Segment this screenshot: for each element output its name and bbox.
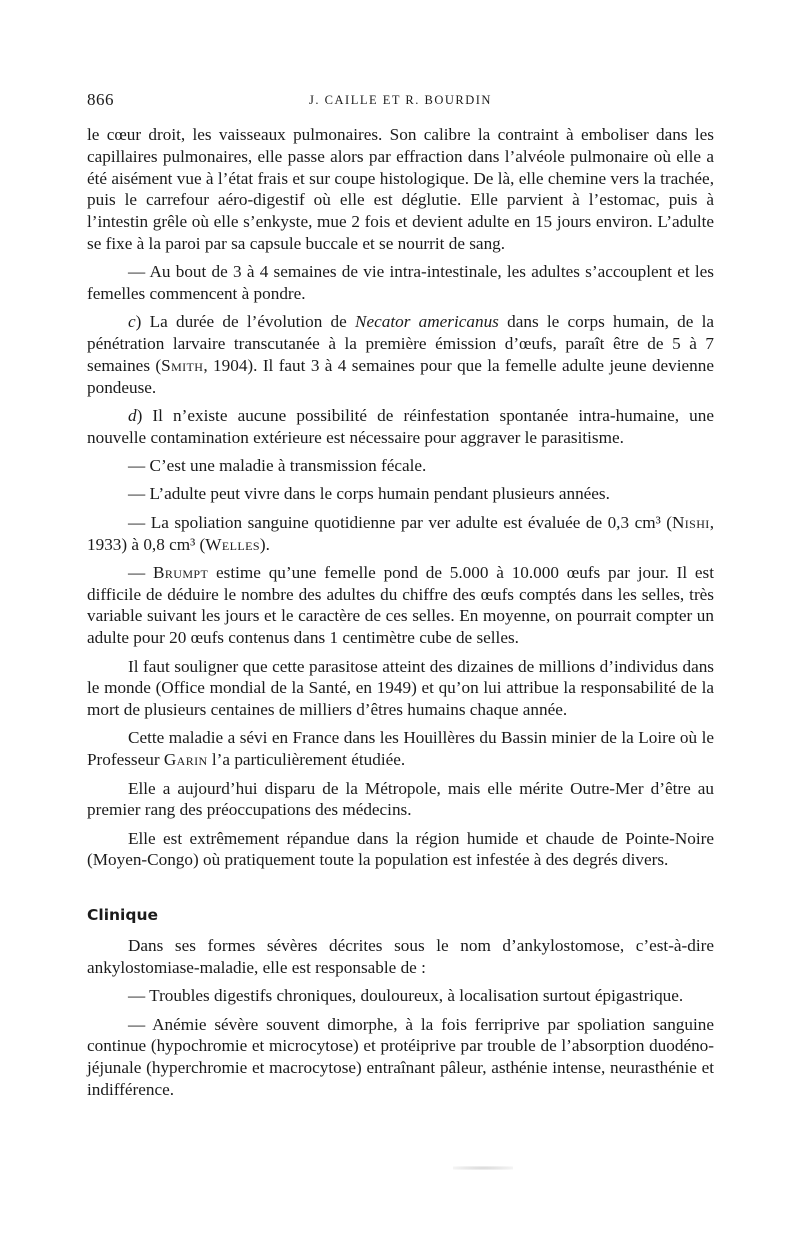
scan-smudge	[453, 1166, 513, 1170]
section-heading: Clinique	[87, 906, 158, 925]
italic-text: Necator americanus	[355, 312, 499, 332]
paragraph	[87, 455, 714, 477]
text-run: ).	[259, 534, 270, 554]
page-number: 866	[87, 90, 114, 109]
text-run: dans le corps humain, de la pénétration larvaire transcutanée à la première émission d’œufs, paraît être de 5 à 7 semaines (	[87, 312, 714, 375]
paragraph	[87, 261, 714, 305]
author-name: Brumpt	[153, 562, 209, 582]
italic-text: d	[128, 406, 137, 426]
section-text	[87, 935, 714, 1101]
paragraph	[87, 124, 714, 255]
text-run: — La spoliation sanguine quotidienne par ver adulte est évaluée de 0,3 cm³ (	[128, 512, 672, 532]
author-name: Welles	[205, 534, 260, 554]
paragraph	[87, 1014, 714, 1101]
paragraph	[87, 405, 714, 449]
paragraph	[87, 512, 714, 556]
paragraph	[87, 935, 714, 979]
text-run: estime qu’une femelle pond de 5.000 à 10.000 œufs par jour. Il est difficile de déduire le nombre des adultes du chiffre des œufs comptés dans les selles, très variable suivant les jours et le caractère de ces selles. En moyenne, on pourrait compter un adulte pour 20 œufs contenus dans 1 centimètre cube de selles.	[87, 562, 714, 648]
text-run: — L’adulte peut vivre dans le corps humain pendant plusieurs années.	[128, 484, 610, 504]
text-run: — Troubles digestifs chroniques, douloureux, à localisation surtout épigastrique.	[128, 986, 684, 1006]
paragraph	[87, 727, 714, 771]
running-head	[87, 90, 714, 116]
text-run: , 1933) à 0,8 cm³ (	[87, 512, 714, 554]
running-title: J. CAILLE ET R. BOURDIN	[309, 93, 492, 107]
paragraph	[87, 778, 714, 822]
text-run: ) Il n’existe aucune possibilité de réinfestation spontanée intra-humaine, une nouvelle contamination extérieure est nécessaire pour aggraver le parasitisme.	[87, 406, 714, 447]
text-run: — Anémie sévère souvent dimorphe, à la fois ferriprive par spoliation sanguine continue (hypochromie et microcytose) et protéiprive par trouble de l’absorption duodéno-jéjunale (hyperchromie et macrocytose) entraînant pâleur, asthénie intense, neurasthénie et indifférence.	[87, 1014, 714, 1099]
paragraph	[87, 985, 714, 1007]
text-run: le cœur droit, les vaisseaux pulmonaires. Son calibre la contraint à emboliser dans les capillaires pulmonaires, elle passe alors par effraction dans l’alvéole pulmonaire où elle a été aisément vue à l’état frais et sur coupe histologique. De là, elle chemine vers la trachée, puis le carrefour aéro-digestif où elle est déglutie. Elle parvient à l’estomac, puis à l’intestin grêle où elle s’enkyste, mue 2 fois et devient adulte en 15 jours environ. L’adulte se fixe à la paroi par sa capsule buccale et se nourrit de sang.	[87, 125, 714, 253]
paragraph	[87, 483, 714, 505]
author-name: Garin	[163, 750, 208, 770]
text-run: — C’est une maladie à transmission fécale.	[128, 456, 427, 476]
paragraph	[87, 562, 714, 649]
text-run: — Au bout de 3 à 4 semaines de vie intra-intestinale, les adultes s’accouplent et les femelles commencent à pondre.	[87, 262, 714, 304]
text-run: Dans ses formes sévères décrites sous le nom d’ankylostomose, c’est-à-dire ankylostomiase-maladie, elle est responsable de :	[87, 936, 714, 977]
paragraph	[87, 828, 714, 872]
author-name: Smith	[161, 355, 204, 375]
text-run: Elle a aujourd’hui disparu de la Métropole, mais elle mérite Outre-Mer d’être au premier rang des préoccupations des médecins.	[87, 778, 714, 820]
text-run: Il faut souligner que cette parasitose atteint des dizaines de millions d’individus dans le monde (Office mondial de la Santé, en 1949) et qu’on lui attribue la responsabilité de la mort de plusieurs centaines de milliers d’êtres humains chaque année.	[87, 656, 714, 720]
text-run: ) La durée de l’évolution de	[135, 312, 356, 332]
italic-text: c	[128, 312, 136, 332]
paragraph	[87, 656, 714, 721]
paragraph	[87, 311, 714, 398]
text-run: Elle est extrêmement répandue dans la région humide et chaude de Pointe-Noire (Moyen-Congo) où pratiquement toute la population est infestée à des degrés divers.	[87, 828, 714, 870]
text-run: Cette maladie a sévi en France dans les Houillères du Bassin minier de la Loire où le Professeur	[87, 728, 714, 770]
main-text	[87, 124, 714, 871]
author-name: Nishi	[671, 512, 710, 532]
text-run: l’a particulièrement étudiée.	[207, 750, 406, 770]
text-run: —	[128, 562, 153, 582]
book-page	[87, 90, 714, 1107]
text-run: , 1904). Il faut 3 à 4 semaines pour que la femelle adulte jeune devienne pondeuse.	[87, 355, 714, 397]
